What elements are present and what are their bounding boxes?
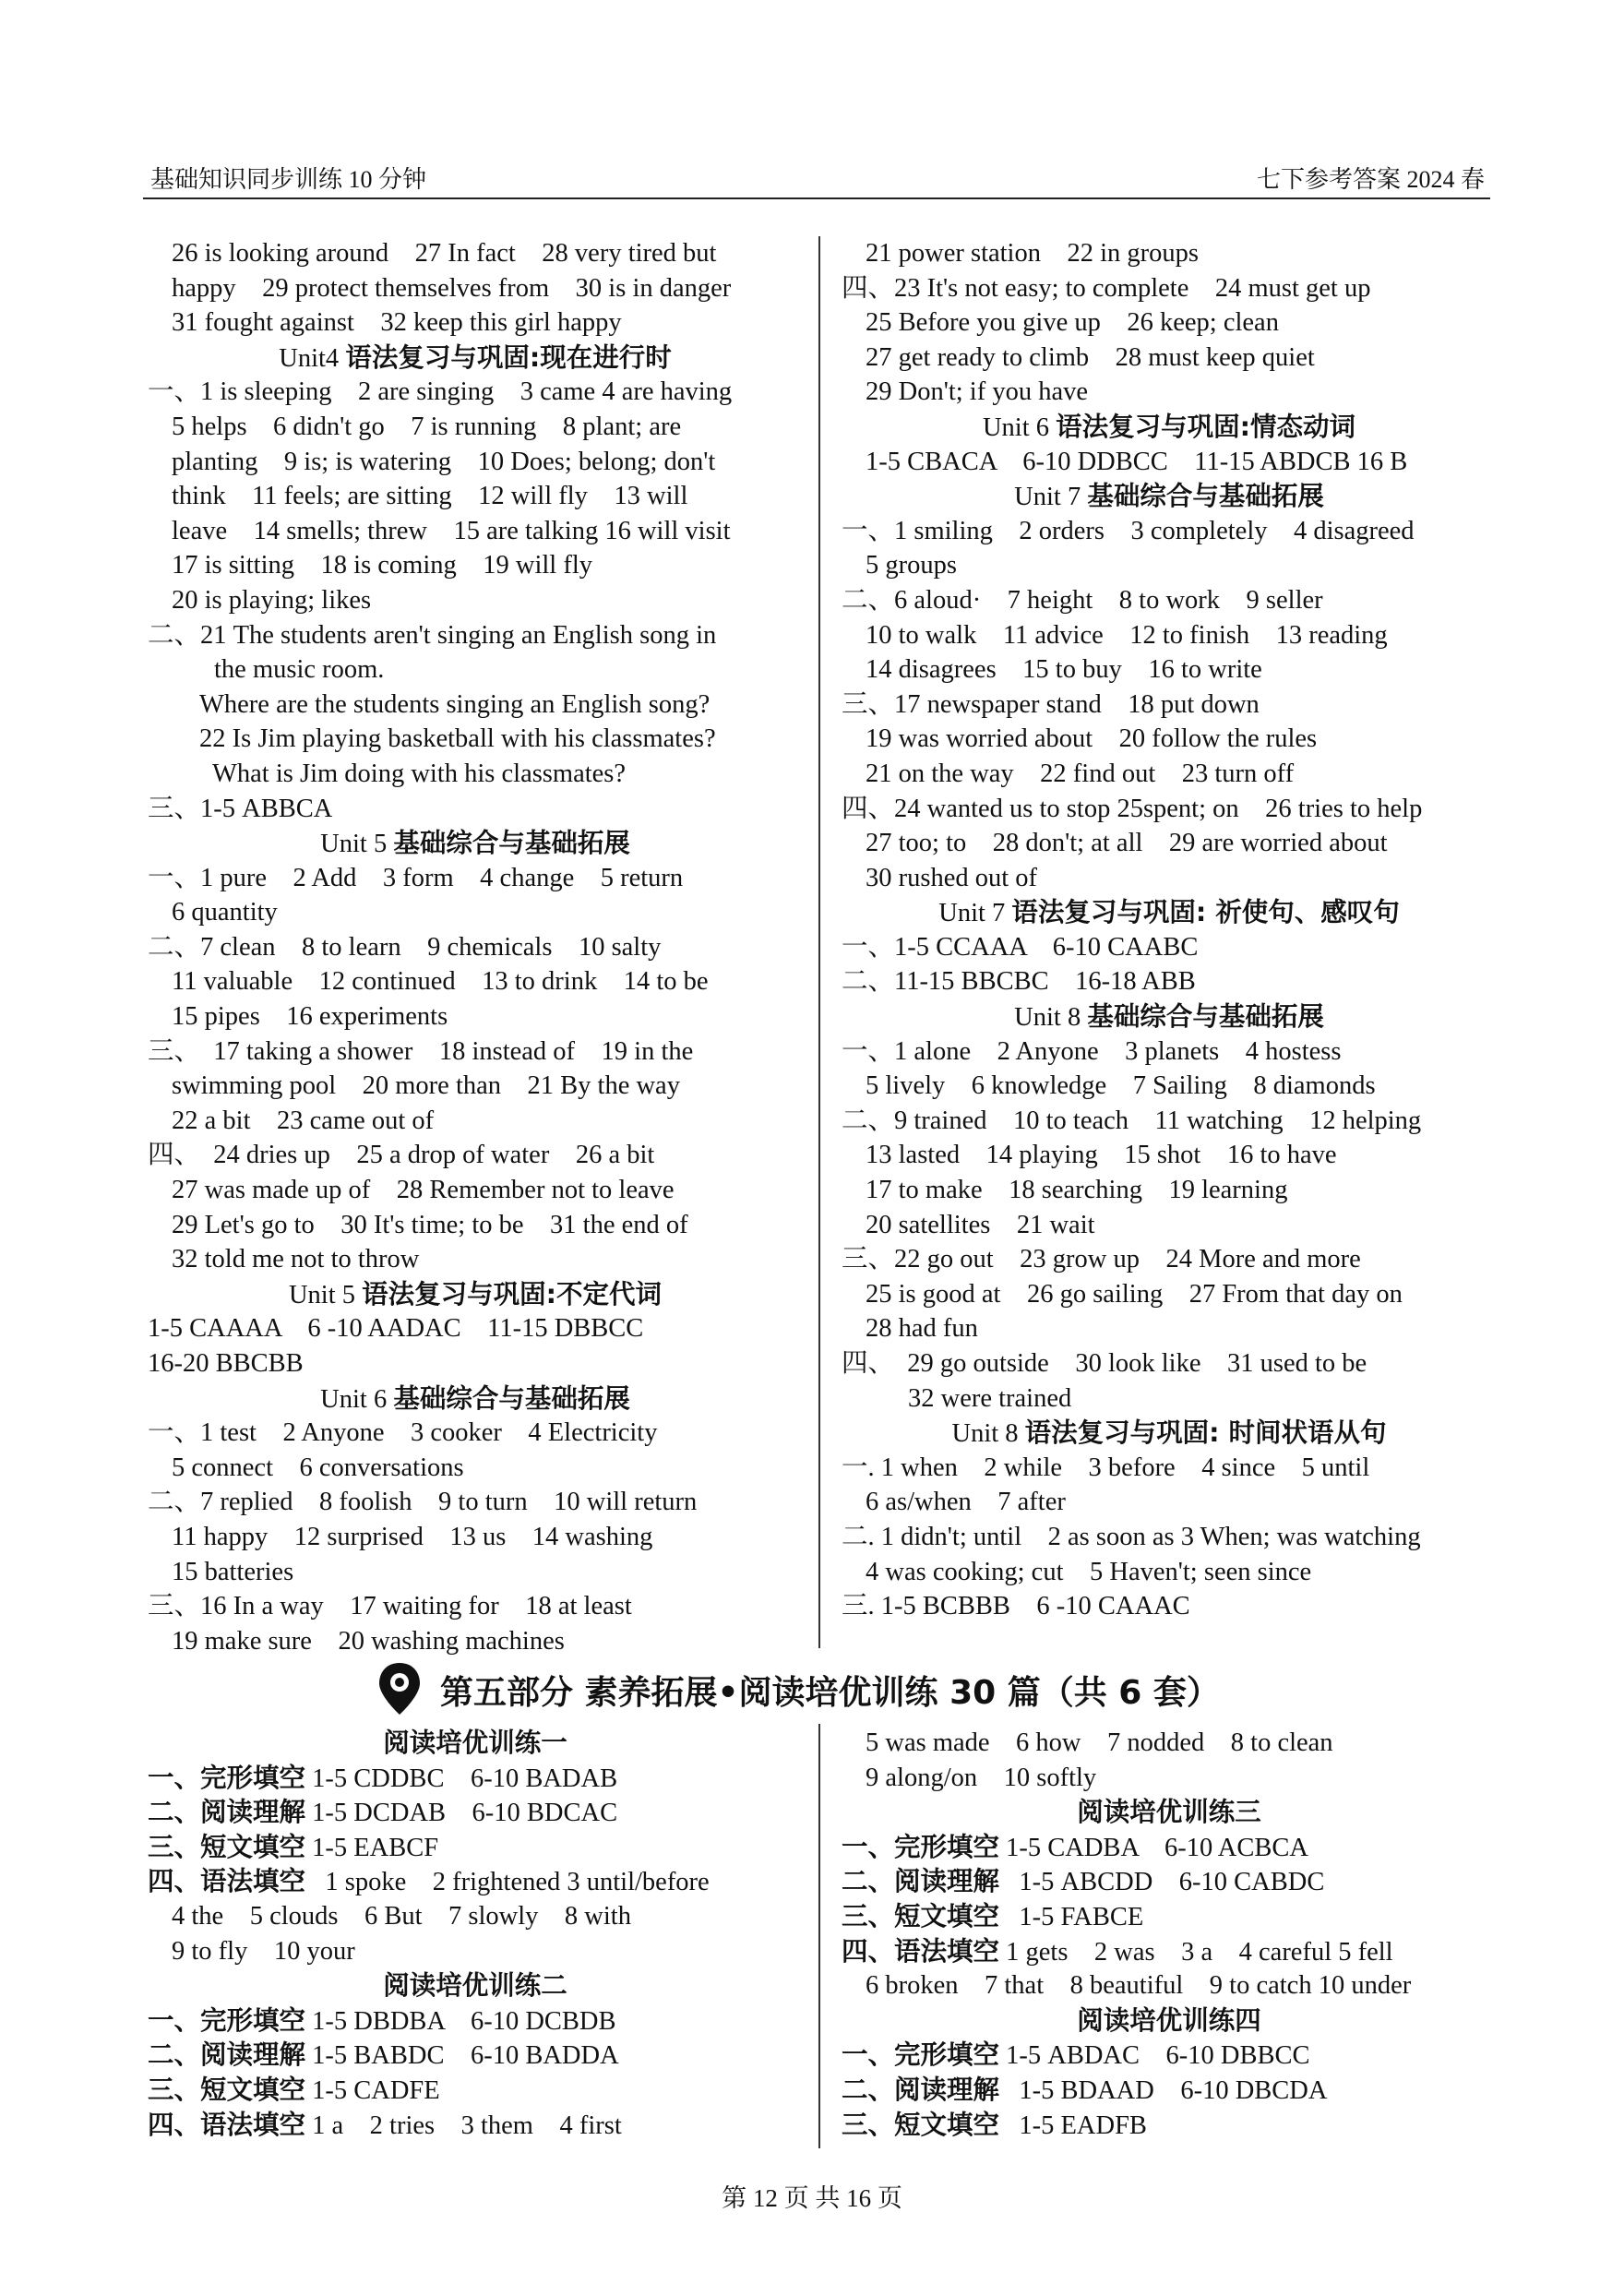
answer-line [148,1208,803,1243]
answer-line [842,861,1497,896]
answer-text: swimming pool 20 more than 21 By the way [172,1071,680,1101]
bottom-left-column [148,1726,803,2142]
answer-text: 25 is good at 26 go sailing 27 From that day on [866,1279,1403,1309]
answer-text: 三、17 newspaper stand 18 put down [842,689,1260,719]
answer-text: 20 is playing; likes [172,585,372,615]
answer-line [148,1864,803,1899]
unit-heading [148,826,803,861]
answer-text: 二、21 The students aren't singing an English song in [148,620,717,650]
answer-text: 16-20 BBCBB [148,1349,304,1378]
answer-line [148,375,803,410]
answer-line [842,1589,1497,1624]
answer-text: 27 too; to 28 don't; at all 29 are worried about [866,829,1388,858]
answer-line [148,410,803,445]
answer-line [148,548,803,583]
answer-line [842,1034,1497,1070]
exercise-label: 三、短文填空 [842,1900,1000,1931]
exercise-label: 一、完形填空 [148,1762,306,1793]
answer-text: 三、 17 taking a shower 18 instead of 19 in the [148,1036,694,1066]
unit-heading-title: 阅读培优训练四 [1077,2004,1261,2036]
unit-heading-title: 语法复习与巩固:现在进行时 [345,341,672,373]
unit-heading [148,1277,803,1312]
unit-heading-title: 基础综合与基础拓展 [393,1382,630,1414]
unit-heading-title: 语法复习与巩固:不定代词 [362,1278,663,1309]
exercise-label: 二、阅读理解 [148,1797,306,1828]
answer-line [148,757,803,792]
header-left: 基础知识同步训练 10 分钟 [150,166,427,193]
unit-heading [842,1795,1497,1830]
answer-text: 10 to walk 11 advice 12 to finish 13 reading [866,620,1388,650]
answer-line [148,964,803,999]
answer-text: 1-5 ABDAC 6-10 DBBCC [999,2041,1310,2071]
answer-text: 二、7 clean 8 to learn 9 chemicals 10 salty [148,932,662,962]
answer-text: 15 pipes 16 experiments [172,1002,448,1032]
answer-text: 1-5 BABDC 6-10 BADDA [305,2041,619,2071]
answer-text: 19 was worried about 20 follow the rules [866,724,1318,754]
answer-line [148,445,803,480]
answer-line [148,1138,803,1173]
unit-heading-title: 语法复习与巩固: 祈使句、感叹句 [1011,897,1400,928]
answer-text: 9 to fly 10 your [172,1936,355,1966]
answer-text: 6 as/when 7 after [866,1488,1066,1517]
answer-text: 9 along/on 10 softly [866,1763,1097,1792]
answer-line [842,618,1497,653]
answer-line [148,618,803,653]
answer-line [842,826,1497,861]
answer-text: 20 satellites 21 wait [866,1210,1095,1239]
answer-line [842,1277,1497,1312]
answer-line [148,688,803,723]
answer-line [842,2073,1497,2108]
answer-line [842,271,1497,306]
answer-text: 1-5 CAAAA 6 -10 AADAC 11-15 DBBCC [148,1314,644,1344]
answer-line [842,1451,1497,1486]
answer-line [148,1589,803,1624]
unit-heading [148,1968,803,2003]
answer-line [842,1726,1497,1761]
answer-line [842,1311,1497,1346]
answer-line [148,479,803,514]
answer-text: 19 make sure 20 washing machines [172,1626,565,1656]
answer-text: the music room. [214,655,385,685]
answer-line [148,1173,803,1208]
answer-line [148,1416,803,1451]
answer-line [148,999,803,1034]
answer-text: 22 Is Jim playing basketball with his classmates? [199,724,716,754]
page-footer: 第 12 页 共 16 页 [722,2184,902,2212]
answer-text: 二、11-15 BBCBC 16-18 ABB [842,967,1196,997]
exercise-label: 四、语法填空 [148,2109,306,2140]
answer-text: 1-5 CADFE [305,2075,440,2105]
unit-heading-title: 阅读培优训练三 [1077,1797,1261,1828]
answer-line [842,548,1497,583]
answer-line [842,1899,1497,1934]
exercise-label: 二、阅读理解 [842,2074,1000,2105]
answer-line [148,1761,803,1796]
answer-line [842,1520,1497,1555]
answer-text: 四、24 wanted us to stop 25spent; on 26 tries to help [842,794,1423,823]
answer-text: 29 Let's go to 30 It's time; to be 31 the end of [172,1210,688,1239]
answer-text: 31 fought against 32 keep this girl happy [172,308,622,338]
answer-line [842,1242,1497,1277]
answer-text: 一、1 pure 2 Add 3 form 4 change 5 return [148,863,684,892]
answer-text: 27 was made up of 28 Remember not to leave [172,1176,675,1205]
left-column [148,236,803,1658]
unit-heading [842,410,1497,445]
exercise-label: 二、阅读理解 [148,2039,306,2071]
answer-line [148,1104,803,1139]
right-column [842,236,1497,1624]
answer-text: 二. 1 didn't; until 2 as soon as 3 When; was watching [842,1522,1421,1551]
answer-line [842,688,1497,723]
unit-heading-label: Unit 6 [982,413,1057,442]
answer-text: 11 valuable 12 continued 13 to drink 14 to be [172,967,709,997]
header-right: 七下参考答案 2024 春 [1256,166,1485,193]
unit-heading-title: 语法复习与巩固:情态动词 [1056,411,1356,442]
answer-text: 4 the 5 clouds 6 But 7 slowly 8 with [172,1901,631,1931]
section-title-text: 第五部分 素养拓展•阅读培优训练 30 篇（共 6 套） [440,1674,1220,1712]
answer-line [842,964,1497,999]
unit-heading-label: Unit 8 [1014,1003,1088,1033]
unit-heading-title: 基础综合与基础拓展 [1087,481,1324,512]
answer-line [148,1242,803,1277]
answer-text: 一、1-5 CCAAA 6-10 CAABC [842,932,1199,962]
answer-line [842,1830,1497,1865]
unit-heading-title: 基础综合与基础拓展 [393,828,630,859]
answer-line [148,861,803,896]
answer-text: 三、1-5 ABBCA [148,794,333,823]
answer-line [842,930,1497,965]
answer-text: 25 Before you give up 26 keep; clean [866,308,1279,338]
unit-heading [842,479,1497,514]
answer-text: 1 spoke 2 frightened 3 until/before [305,1868,710,1897]
answer-line [842,1485,1497,1520]
answer-line [842,1138,1497,1173]
answer-line [148,583,803,618]
unit-heading-title: 语法复习与巩固: 时间状语从句 [1024,1417,1387,1449]
answer-line [148,1555,803,1590]
unit-heading-title: 阅读培优训练二 [383,1970,567,2002]
answer-line [148,236,803,271]
bottom-column-divider [818,1724,820,2148]
exercise-label: 三、短文填空 [842,2109,1000,2140]
answer-line [842,1208,1497,1243]
answer-line [842,2108,1497,2143]
answer-line [842,1104,1497,1139]
unit-heading [842,1416,1497,1451]
answer-text: 6 quantity [172,898,278,927]
answer-text: 21 on the way 22 find out 23 turn off [866,759,1295,788]
exercise-label: 三、短文填空 [148,2074,306,2105]
answer-line [148,1069,803,1104]
answer-line [842,583,1497,618]
answer-text: 1 gets 2 was 3 a 4 careful 5 fell [999,1937,1393,1967]
answer-line [148,1934,803,1969]
answer-line [842,1173,1497,1208]
answer-text: 13 lasted 14 playing 15 shot 16 to have [866,1141,1337,1170]
answer-line [148,1311,803,1346]
unit-heading-title: 阅读培优训练一 [383,1728,567,1758]
answer-text: 1-5 DBDBA 6-10 DCBDB [305,2006,616,2036]
answer-text: 17 to make 18 searching 19 learning [866,1176,1288,1205]
answer-text: 5 groups [866,551,957,580]
answer-text: 1-5 CDDBC 6-10 BADAB [305,1764,618,1793]
unit-heading [148,1381,803,1417]
answer-line [148,652,803,688]
answer-text: 一、1 is sleeping 2 are singing 3 came 4 are having [148,377,733,407]
unit-heading-label: Unit 6 [320,1384,394,1414]
exercise-label: 一、完形填空 [842,2039,1000,2071]
answer-text: 5 lively 6 knowledge 7 Sailing 8 diamonds [866,1071,1376,1101]
answer-text: 二、9 trained 10 to teach 11 watching 12 helping [842,1106,1422,1135]
answer-line [148,305,803,341]
exercise-label: 二、阅读理解 [842,1866,1000,1897]
exercise-label: 一、完形填空 [148,2004,306,2036]
answer-line [148,1034,803,1070]
answer-text: think 11 feels; are sitting 12 will fly 13 will [172,482,688,511]
answer-line [842,1761,1497,1796]
answer-text: 32 told me not to throw [172,1245,420,1274]
answer-text: 17 is sitting 18 is coming 19 will fly [172,551,593,580]
answer-text: 5 helps 6 didn't go 7 is running 8 plant; are [172,412,682,441]
column-divider [818,236,820,1648]
location-pin-icon [374,1661,425,1716]
unit-heading [148,1726,803,1761]
answer-line [842,236,1497,271]
answer-line [148,930,803,965]
unit-heading-label: Unit 8 [951,1419,1025,1449]
answer-line [842,722,1497,757]
answer-line [842,757,1497,792]
answer-text: 1 a 2 tries 3 them 4 first [305,2111,622,2140]
answer-line [842,445,1497,480]
answer-text: 4 was cooking; cut 5 Haven't; seen since [866,1557,1312,1586]
answer-text: Where are the students singing an English song? [199,689,710,719]
answer-text: 26 is looking around 27 In fact 28 very tired but [172,239,717,268]
unit-heading-label: Unit 7 [1014,483,1088,512]
answer-line [148,1451,803,1486]
answer-text: 四、 29 go outside 30 look like 31 used to be [842,1349,1367,1378]
answer-text: 一、1 alone 2 Anyone 3 planets 4 hostess [842,1036,1342,1066]
answer-text: 27 get ready to climb 28 must keep quiet [866,342,1315,372]
answer-line [148,722,803,757]
answer-text: 32 were trained [908,1383,1072,1413]
answer-text: 1-5 EADFB [999,2111,1147,2140]
answer-text: 15 batteries [172,1557,294,1586]
answer-text: happy 29 protect themselves from 30 is in danger [172,273,732,303]
unit-heading-label: Unit 5 [288,1280,363,1309]
answer-text: 1-5 EABCF [305,1833,439,1862]
answer-line [842,652,1497,688]
answer-text: 1-5 CADBA 6-10 ACBCA [999,1833,1308,1862]
unit-heading [842,895,1497,930]
answer-text: 一、1 test 2 Anyone 3 cooker 4 Electricity [148,1418,658,1448]
answer-line [842,375,1497,410]
answer-line [842,1864,1497,1899]
answer-line [148,1899,803,1934]
answer-line [148,1795,803,1830]
answer-text: 二、7 replied 8 foolish 9 to turn 10 will return [148,1488,698,1517]
answer-line [842,1934,1497,1969]
answer-line [842,1968,1497,2003]
answer-text: 14 disagrees 15 to buy 16 to write [866,655,1262,685]
answer-text: 21 power station 22 in groups [866,239,1199,268]
exercise-label: 一、完形填空 [842,1831,1000,1862]
unit-heading-label: Unit 5 [320,830,394,859]
answer-line [842,305,1497,341]
answer-line [148,271,803,306]
answer-line [148,2038,803,2073]
answer-line [148,2003,803,2039]
answer-text: 11 happy 12 surprised 13 us 14 washing [172,1522,653,1551]
answer-line [842,792,1497,827]
answer-text: 1-5 CBACA 6-10 DDBCC 11-15 ABDCB 16 B [866,447,1408,476]
answer-line [148,1830,803,1865]
answer-text: 一. 1 when 2 while 3 before 4 since 5 until [842,1453,1370,1482]
answer-line [148,514,803,549]
unit-heading-label: Unit4 [279,343,346,373]
answer-line [842,1381,1497,1417]
answer-text: 5 connect 6 conversations [172,1453,464,1482]
answer-text: 二、6 aloud· 7 height 8 to work 9 seller [842,585,1323,615]
answer-text: 1-5 FABCE [999,1902,1144,1931]
answer-line [148,1346,803,1381]
unit-heading [148,341,803,376]
bottom-right-column [842,1726,1497,2142]
answer-line [842,514,1497,549]
answer-text: 三、16 In a way 17 waiting for 18 at least [148,1592,632,1621]
answer-text: 三. 1-5 BCBBB 6 -10 CAAAC [842,1592,1190,1621]
answer-text: 一、1 smiling 2 orders 3 completely 4 disagreed [842,516,1415,545]
answer-line [148,895,803,930]
answer-text: 1-5 BDAAD 6-10 DBCDA [999,2075,1328,2105]
answer-text: 22 a bit 23 came out of [172,1106,435,1135]
unit-heading-label: Unit 7 [938,899,1012,928]
answer-text: 1-5 DCDAB 6-10 BDCAC [305,1799,618,1828]
unit-heading [842,999,1497,1034]
answer-text: 1-5 ABCDD 6-10 CABDC [999,1868,1325,1897]
answer-text: 29 Don't; if you have [866,377,1089,407]
answer-line [148,2108,803,2143]
answer-line [842,1346,1497,1381]
answer-line [148,2073,803,2108]
unit-heading [842,2003,1497,2039]
answer-line [148,1520,803,1555]
answer-text: 28 had fun [866,1314,978,1344]
answer-line [842,1069,1497,1104]
answer-line [842,1555,1497,1590]
answer-line [842,2038,1497,2073]
answer-text: 四、23 It's not easy; to complete 24 must get up [842,273,1371,303]
section-title [374,1661,1296,1716]
answer-text: 四、 24 dries up 25 a drop of water 26 a bit [148,1141,655,1170]
answer-line [842,341,1497,376]
exercise-label: 四、语法填空 [842,1935,1000,1967]
answer-text: 5 was made 6 how 7 nodded 8 to clean [866,1728,1333,1757]
answer-text: leave 14 smells; threw 15 are talking 16 will visit [172,516,731,545]
answer-text: 30 rushed out of [866,863,1038,892]
answer-text: 6 broken 7 that 8 beautiful 9 to catch 10 under [866,1971,1412,2001]
unit-heading-title: 基础综合与基础拓展 [1087,1001,1324,1033]
page-header [143,155,1490,199]
answer-line [148,1485,803,1520]
answer-text: planting 9 is; is watering 10 Does; belong; don't [172,447,716,476]
answer-text: 三、22 go out 23 grow up 24 More and more [842,1245,1361,1274]
exercise-label: 三、短文填空 [148,1831,306,1862]
exercise-label: 四、语法填空 [148,1866,306,1897]
answer-text: What is Jim doing with his classmates? [212,759,627,788]
answer-line [148,792,803,827]
answer-line [148,1624,803,1659]
